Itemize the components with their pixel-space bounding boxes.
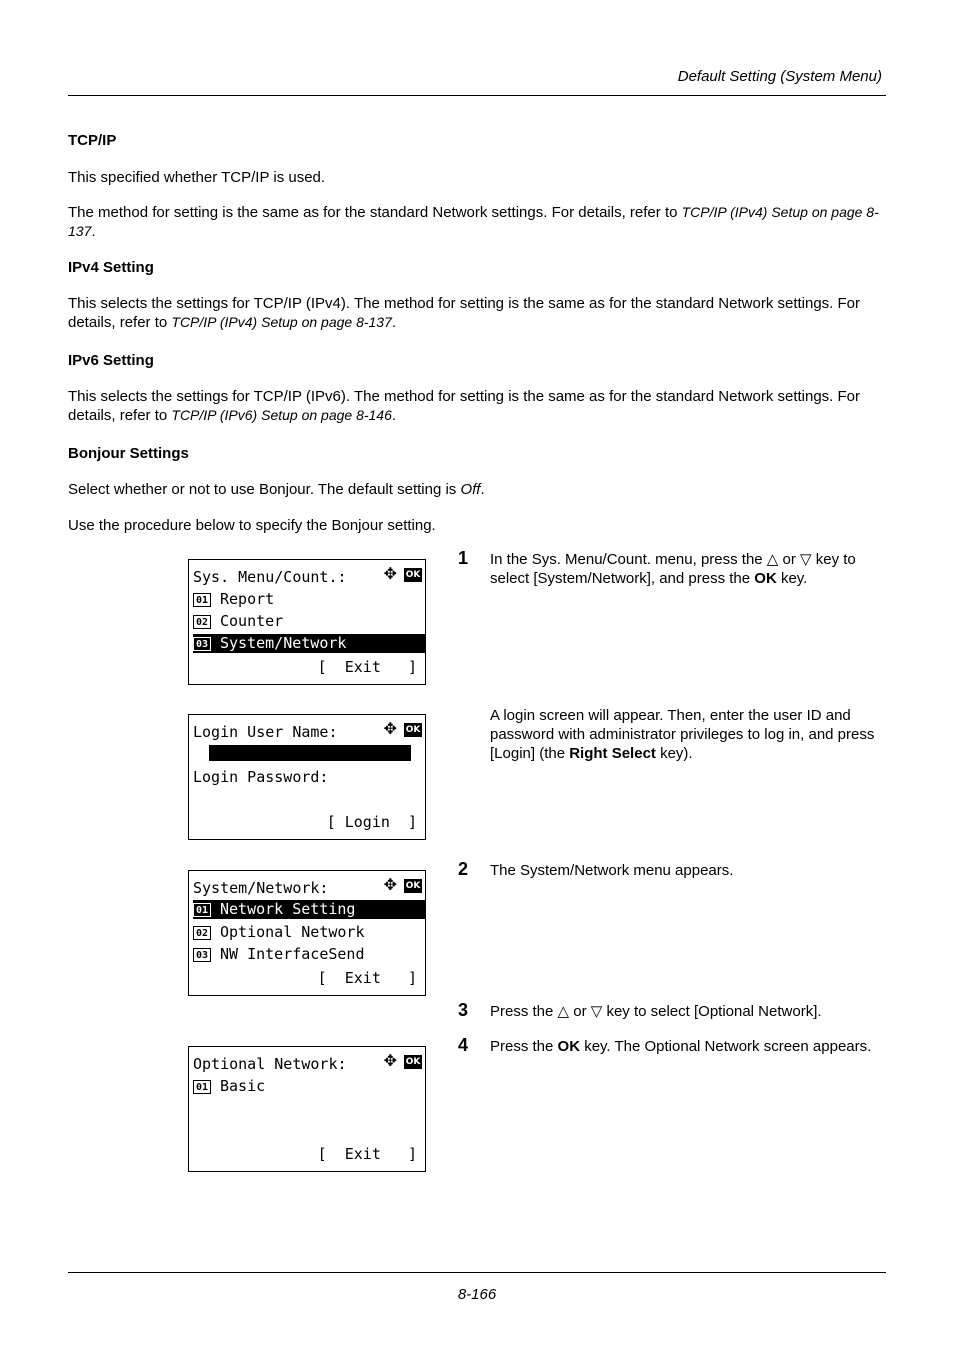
tcpip-p2-text: The method for setting is the same as for the standard Network settings. For details, refer to [68,204,682,221]
menu-item-report[interactable] [193,590,425,609]
login-softkey[interactable]: [ Login ] [326,813,417,831]
menu-item-system-network[interactable] [193,634,425,653]
item-number: 01 [193,593,211,607]
heading-bonjour: Bonjour Settings [68,445,189,462]
menu-item-basic[interactable] [193,1077,425,1096]
lcd-system-network [188,870,426,996]
bonjour-paragraph-1 [68,480,886,499]
step-3-text: Press the △ or ▽ key to select [Optional Network]. [490,1003,822,1020]
login-password-label: Login Password: [193,768,329,786]
lcd-title: Sys. Menu/Count.: [193,568,347,586]
exit-softkey[interactable]: [ Exit ] [317,969,417,987]
login-user-input[interactable] [209,745,411,761]
step-4-text-b: key. The Optional Network screen appears. [580,1038,872,1055]
step-1-text-a: In the Sys. Menu/Count. menu, press the △ or ▽ key to select [System/Network], and press the [490,551,856,587]
menu-item-nw-interfacesend[interactable] [193,945,425,964]
header-rule [68,95,886,96]
cross-key-icon: ✥ [383,564,397,583]
item-label: Network Setting [220,900,356,918]
ipv4-paragraph [68,294,886,332]
item-number: 01 [193,903,211,917]
step-2-text: The System/Network menu appears. [490,862,734,879]
page-number: 8-166 [457,1286,497,1303]
menu-item-network-setting[interactable] [193,900,425,919]
lcd-title: Optional Network: [193,1055,347,1073]
menu-item-counter[interactable] [193,612,425,631]
tcpip-p2-end: . [91,223,96,240]
item-label: Basic [220,1077,266,1095]
ok-key-icon: OK [405,881,421,891]
exit-softkey[interactable]: [ Exit ] [317,658,417,676]
cross-key-icon: ✥ [383,875,397,894]
ipv4-end: . [391,314,397,331]
ipv6-ref[interactable]: TCP/IP (IPv6) Setup on page 8-146 [171,407,392,423]
ipv6-text: This selects the settings for TCP/IP (IPv6). The method for setting is the same as for the standard Network settings. For details, refer to [68,388,861,424]
step-number-3: 3 [458,1000,469,1020]
step-1-text-b: key. [776,570,808,587]
running-header: Default Setting (System Menu) [677,68,882,85]
menu-item-optional-network[interactable] [193,923,425,942]
ok-key-icon: OK [405,1057,421,1067]
step-number-4: 4 [458,1035,469,1055]
lcd-title: System/Network: [193,879,329,897]
item-number: 02 [193,615,211,629]
login-key: Right Select [569,745,656,762]
exit-softkey[interactable]: [ Exit ] [317,1145,417,1163]
bonjour-default-value: Off [460,481,481,498]
footer-rule [68,1272,886,1273]
item-number: 02 [193,926,211,940]
item-label: Report [220,590,275,608]
item-label: NW InterfaceSend [220,945,365,963]
heading-tcpip: TCP/IP [68,132,117,149]
cross-key-icon: ✥ [383,719,397,738]
lcd-sys-menu [188,559,426,685]
login-user-label: Login User Name: [193,723,338,741]
item-label: System/Network [220,634,347,652]
item-number: 03 [193,948,211,962]
ok-key-icon: OK [405,570,421,580]
ipv4-ref[interactable]: TCP/IP (IPv4) Setup on page 8-137 [171,314,392,330]
ipv6-end: . [391,407,397,424]
step-number-1: 1 [458,548,469,568]
heading-ipv4: IPv4 Setting [68,259,154,276]
step-4-text [490,1037,886,1056]
item-label: Counter [220,612,284,630]
bonjour-paragraph-2: Use the procedure below to specify the Bonjour setting. [68,517,436,534]
cross-key-icon: ✥ [383,1051,397,1070]
item-number: 03 [193,637,211,651]
ipv6-paragraph [68,387,886,425]
lcd-optional-network [188,1046,426,1172]
tcpip-paragraph-2 [68,203,886,241]
tcpip-p2-ref[interactable]: TCP/IP (IPv4) Setup on page 8-137 [68,204,879,239]
login-text-b: key). [655,745,693,762]
ok-key-icon: OK [405,725,421,735]
item-label: Optional Network [220,923,365,941]
bonjour-p1-end: . [480,481,485,498]
lcd-login [188,714,426,840]
step-number-2: 2 [458,859,469,879]
step-4-key: OK [557,1038,581,1055]
step-4-text-a: Press the [490,1038,558,1055]
step-1-login-text [490,706,886,763]
item-number: 01 [193,1080,211,1094]
bonjour-p1-text: Select whether or not to use Bonjour. The default setting is [68,481,461,498]
step-1-text [490,550,886,588]
heading-ipv6: IPv6 Setting [68,352,154,369]
step-1-key: OK [754,570,777,587]
tcpip-paragraph-1: This specified whether TCP/IP is used. [68,169,326,186]
ipv4-text: This selects the settings for TCP/IP (IPv4). The method for setting is the same as for the standard Network settings. For details, refer to [68,295,861,331]
login-text-a: A login screen will appear. Then, enter the user ID and password with administrator privileges to log in, and press [Login] (the [490,707,875,762]
